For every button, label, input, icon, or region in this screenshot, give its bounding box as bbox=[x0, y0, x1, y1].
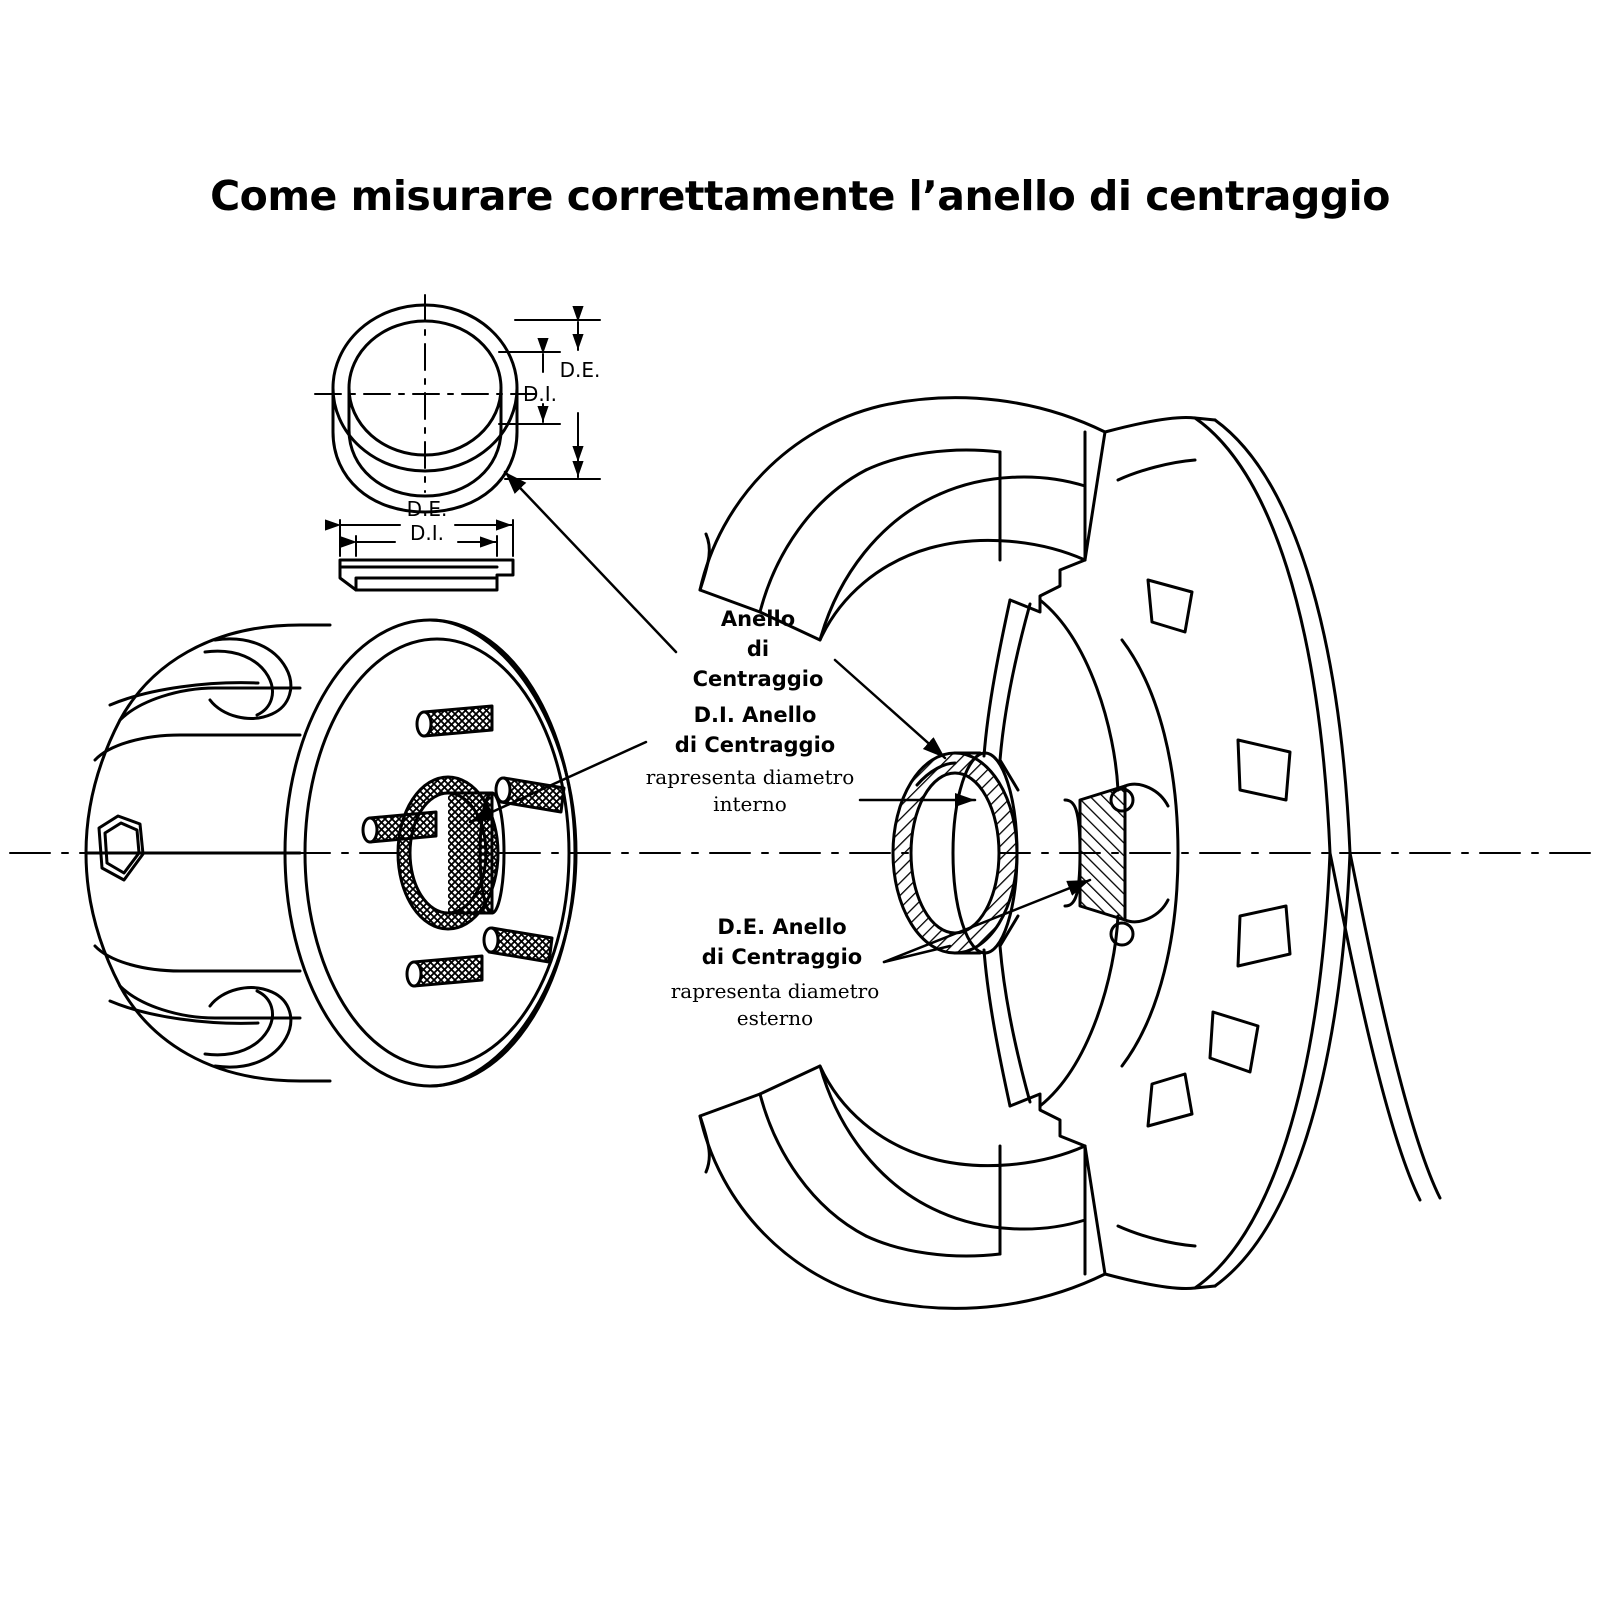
callout-anello-di-centraggio bbox=[665, 604, 851, 694]
callout-de-anello-line2: di Centraggio bbox=[701, 945, 863, 969]
note-di-anello bbox=[630, 764, 870, 818]
label-de-front: D.E. bbox=[559, 358, 601, 382]
note-de-line2: esterno bbox=[736, 1006, 814, 1030]
callout-di-anello-line1: D.I. Anello bbox=[693, 703, 817, 727]
note-de-anello bbox=[655, 978, 895, 1032]
label-di-front: D.I. bbox=[522, 382, 557, 406]
note-di-line1: rapresenta diametro bbox=[645, 765, 855, 789]
centering-ring-section bbox=[893, 753, 1017, 953]
callout-de-anello bbox=[672, 912, 892, 972]
note-di-line2: interno bbox=[713, 792, 787, 816]
callout-de-anello-line1: D.E. Anello bbox=[717, 915, 847, 939]
label-de-side: D.E. bbox=[406, 497, 448, 521]
callout-anello-line1: Anello bbox=[720, 607, 796, 631]
label-di-side: D.I. bbox=[409, 521, 444, 545]
callout-di-anello-line2: di Centraggio bbox=[674, 733, 836, 757]
ring-side-view bbox=[340, 560, 513, 590]
tyre-profile-bottom bbox=[700, 916, 1105, 1308]
page-title: Come misurare correttamente l’anello di centraggio bbox=[210, 172, 1390, 220]
callout-anello-line2: di bbox=[746, 637, 770, 661]
callout-di-anello bbox=[645, 700, 865, 760]
note-de-line1: rapresenta diametro bbox=[670, 979, 880, 1003]
callout-anello-line3: Centraggio bbox=[692, 667, 824, 691]
